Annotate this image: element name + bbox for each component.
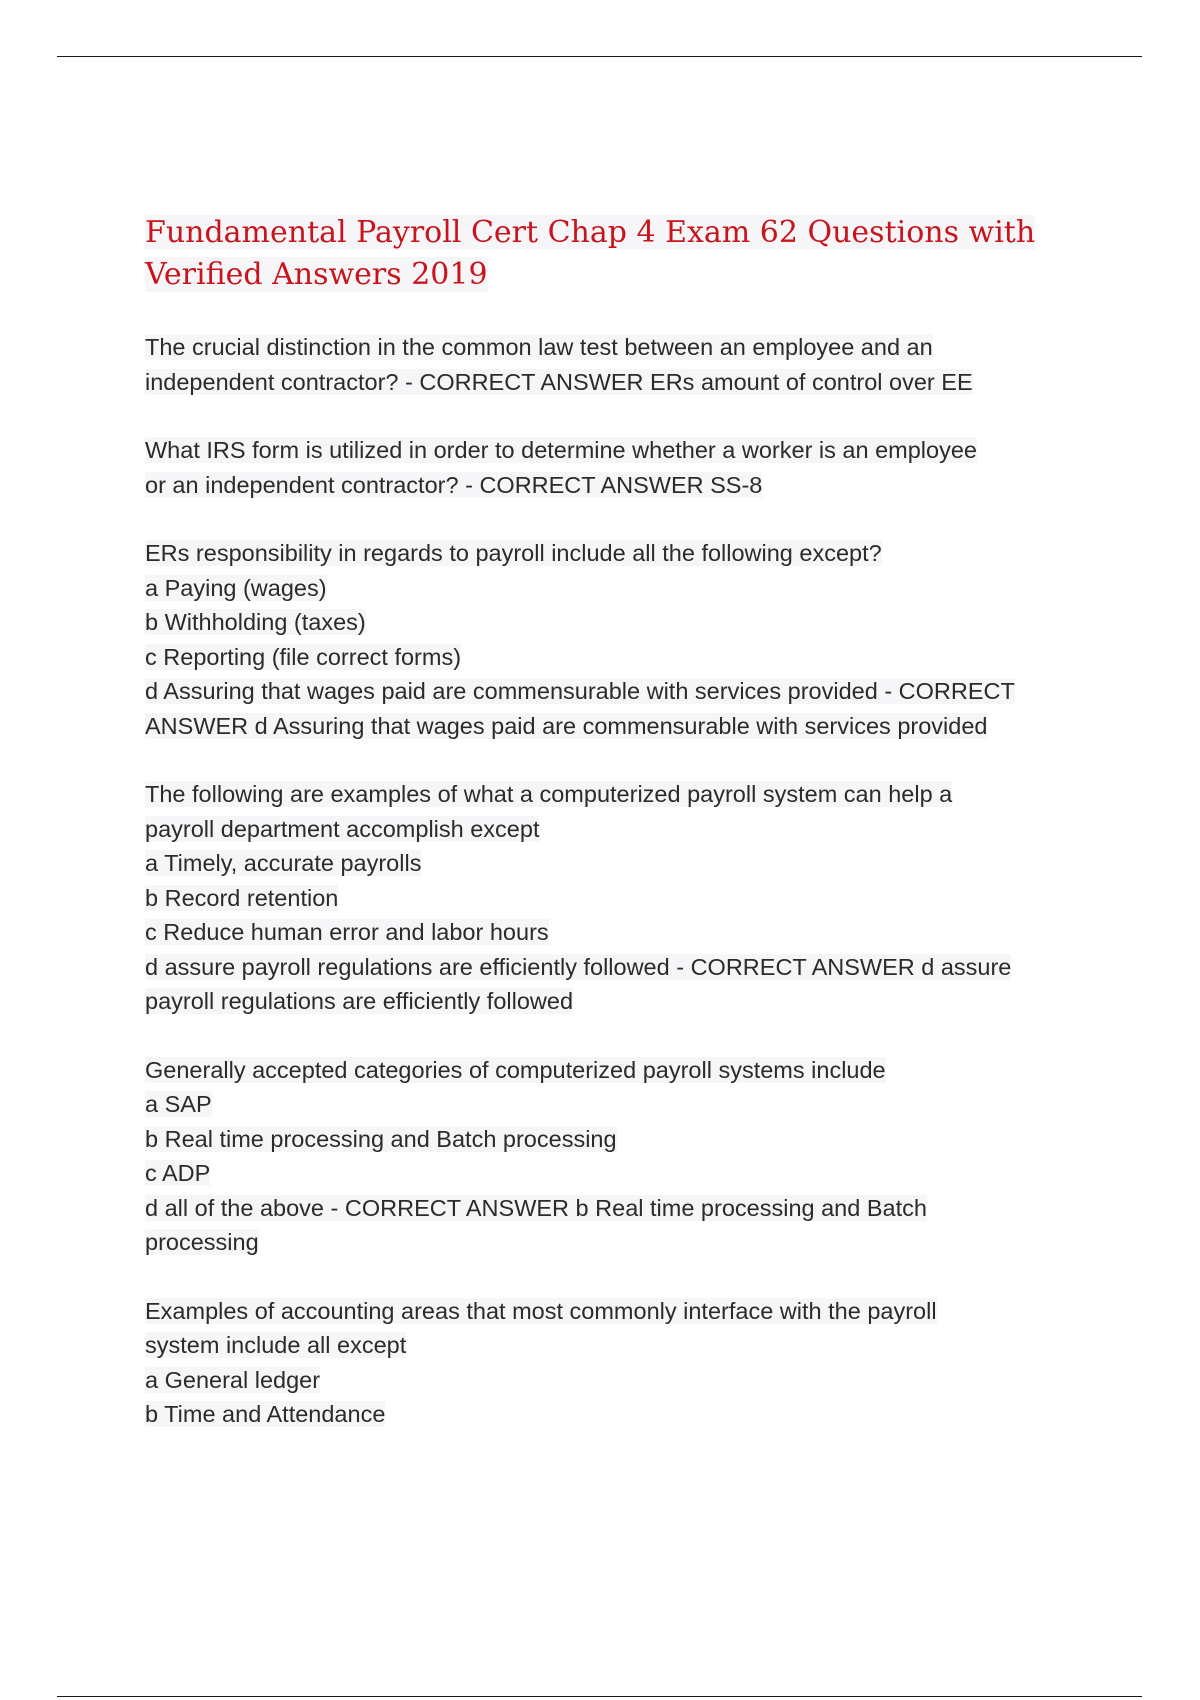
- option-line: c Reduce human error and labor hours: [145, 919, 549, 945]
- question-line: What IRS form is utilized in order to determine whether a worker is an employee: [145, 437, 977, 463]
- document-body: [145, 212, 1085, 1466]
- question-line: Examples of accounting areas that most commonly interface with the payroll: [145, 1297, 937, 1324]
- question-block: [145, 1294, 1085, 1432]
- question-line: or an independent contractor? - CORRECT ANSWER SS-8: [145, 471, 763, 498]
- option-line: b Record retention: [145, 884, 339, 911]
- option-line: b Withholding (taxes): [145, 609, 366, 635]
- option-line: b Real time processing and Batch processing: [145, 1125, 617, 1152]
- question-line: independent contractor? - CORRECT ANSWER ERs amount of control over EE: [145, 368, 973, 395]
- answer-line: processing: [145, 1229, 259, 1255]
- question-block: [145, 433, 1085, 502]
- option-line: d Assuring that wages paid are commensurable with services provided - CORRECT: [145, 678, 1015, 704]
- question-line: The crucial distinction in the common law test between an employee and an: [145, 334, 933, 360]
- header-rule: [57, 56, 1142, 57]
- option-line: b Time and Attendance: [145, 1401, 386, 1427]
- question-line: system include all except: [145, 1332, 407, 1358]
- title-line: Fundamental Payroll Cert Chap 4 Exam 62 Questions with: [145, 215, 1036, 250]
- option-line: c Reporting (file correct forms): [145, 643, 462, 670]
- document-title: [145, 212, 1085, 296]
- title-line: Verified Answers 2019: [145, 257, 488, 292]
- option-line: c ADP: [145, 1160, 211, 1186]
- option-line: a Timely, accurate payrolls: [145, 850, 422, 876]
- question-block: [145, 330, 1085, 399]
- question-block: [145, 777, 1085, 1019]
- question-line: ERs responsibility in regards to payroll include all the following except?: [145, 540, 882, 566]
- option-line: d assure payroll regulations are efficiently followed - CORRECT ANSWER d assure: [145, 953, 1012, 980]
- option-line: a Paying (wages): [145, 574, 327, 601]
- answer-line: payroll regulations are efficiently followed: [145, 988, 574, 1014]
- option-line: a SAP: [145, 1091, 212, 1117]
- answer-line: ANSWER d Assuring that wages paid are commensurable with services provided: [145, 712, 988, 739]
- question-block: [145, 536, 1085, 743]
- question-line: Generally accepted categories of computerized payroll systems include: [145, 1056, 886, 1083]
- question-line: payroll department accomplish except: [145, 815, 540, 842]
- question-line: The following are examples of what a computerized payroll system can help a: [145, 781, 953, 807]
- footer-rule: [57, 1696, 1142, 1697]
- option-line: d all of the above - CORRECT ANSWER b Real time processing and Batch: [145, 1194, 927, 1221]
- question-block: [145, 1053, 1085, 1260]
- option-line: a General ledger: [145, 1366, 321, 1393]
